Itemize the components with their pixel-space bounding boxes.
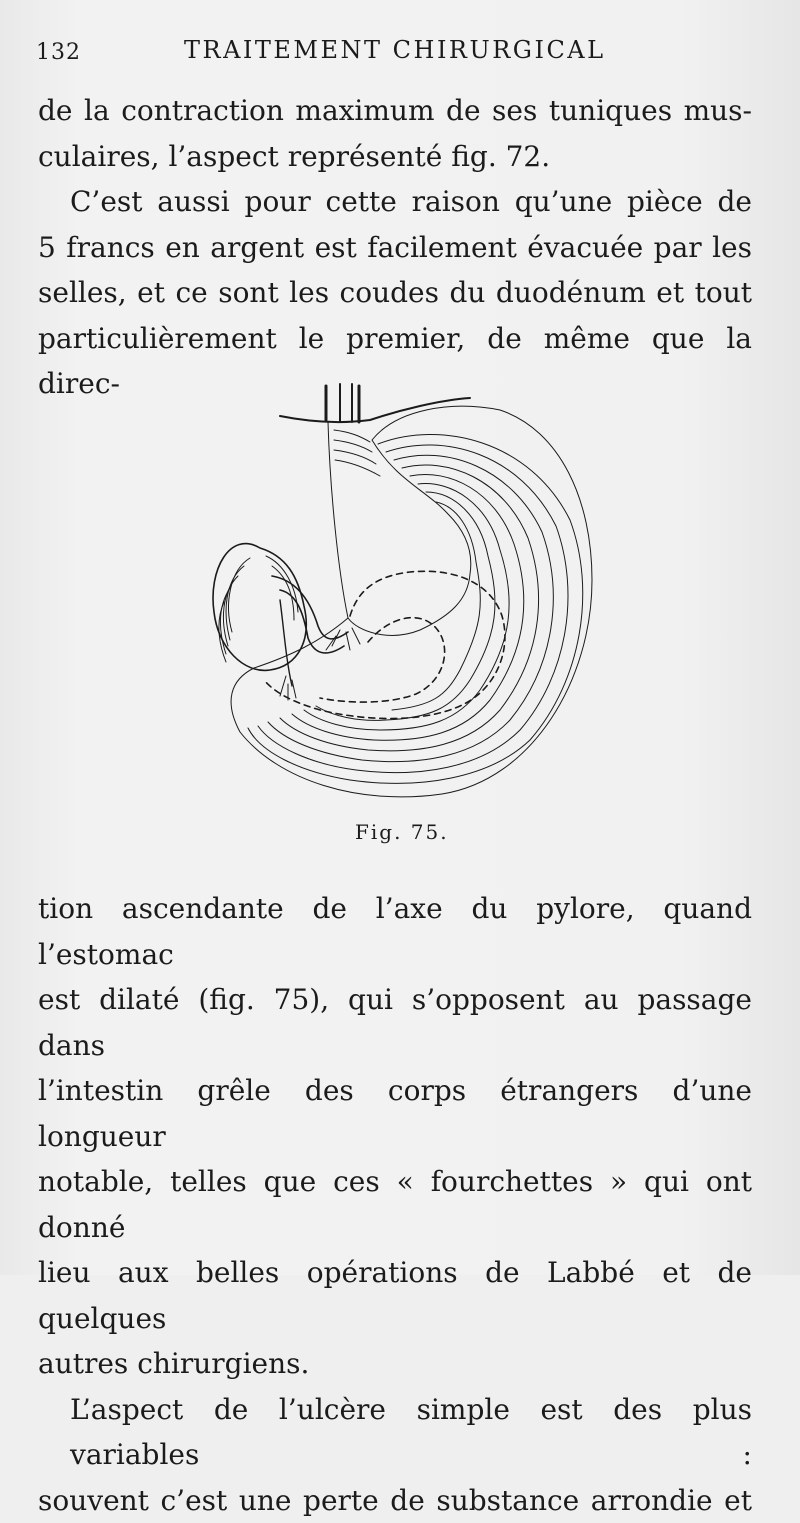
stomach-engraving-svg: [200, 380, 600, 810]
body-text-bottom: [38, 886, 752, 1523]
figure-caption: Fig. 75.: [355, 820, 449, 844]
text-line: souvent c’est une perte de substance arrondie et: [38, 1478, 752, 1523]
body-text-top: [38, 88, 752, 407]
text-line: lieu aux belles opérations de Labbé et de quelques: [38, 1250, 752, 1341]
text-line: selles, et ce sont les coudes du duodénum et tout: [38, 270, 752, 316]
text-line: est dilaté (fig. 75), qui s’opposent au passage dans: [38, 977, 752, 1068]
text-line: tion ascendante de l’axe du pylore, quand l’estomac: [38, 886, 752, 977]
page-number: 132: [36, 40, 81, 65]
text-line: C’est aussi pour cette raison qu’une pièce de: [38, 179, 752, 225]
text-line: particulièrement le premier, de même que la direc-: [38, 316, 752, 407]
running-title: TRAITEMENT CHIRURGICAL: [184, 36, 606, 64]
page-header: [36, 36, 756, 76]
stomach-illustration: [200, 380, 600, 810]
text-line: 5 francs en argent est facilement évacuée par les: [38, 225, 752, 271]
text-line: notable, telles que ces « fourchettes » qui ont donné: [38, 1159, 752, 1250]
text-line: l’intestin grêle des corps étrangers d’une longueur: [38, 1068, 752, 1159]
text-line: autres chirurgiens.: [38, 1341, 752, 1387]
text-line: culaires, l’aspect représenté fig. 72.: [38, 134, 752, 180]
text-line: de la contraction maximum de ses tuniques mus-: [38, 88, 752, 134]
text-line: L’aspect de l’ulcère simple est des plus variables :: [38, 1387, 752, 1478]
